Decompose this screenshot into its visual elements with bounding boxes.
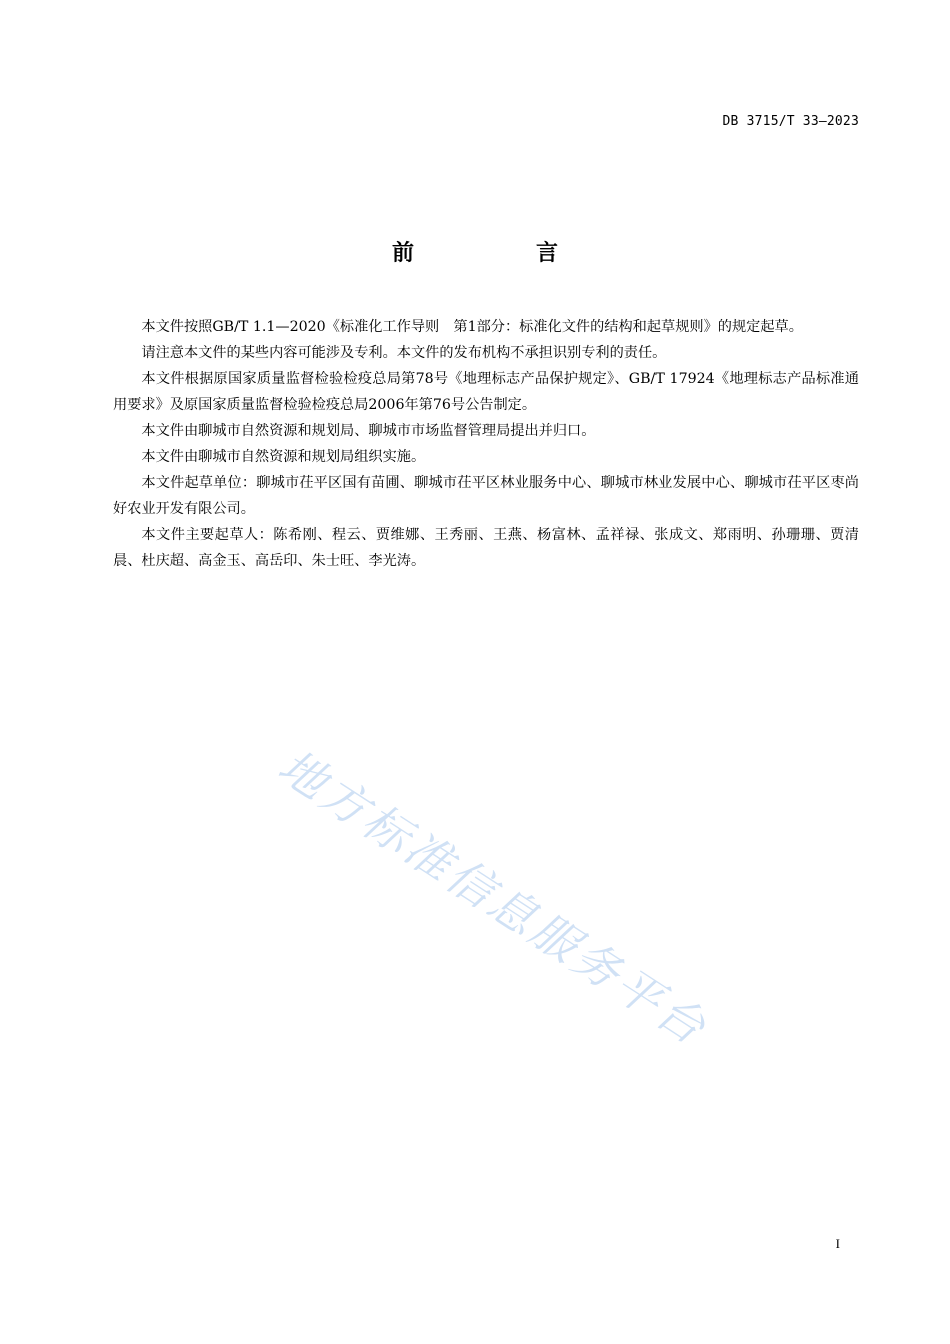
preface-body: [113, 314, 859, 574]
page-number: I: [835, 1236, 840, 1251]
paragraph-basis: 本文件根据原国家质量监督检验检疫总局第78号《地理标志产品保护规定》、GB/T 17924《地理标志产品标准通用要求》及原国家质量监督检验检疫总局2006年第76号公告制定。: [113, 371, 859, 413]
paragraph-implementer: 本文件由聊城市自然资源和规划局组织实施。: [141, 449, 426, 465]
document-code: DB 3715/T 33—2023: [722, 114, 859, 129]
page-title: 前 言: [391, 241, 608, 266]
paragraph-proposer: 本文件由聊城市自然资源和规划局、聊城市市场监督管理局提出并归口。: [141, 423, 596, 439]
paragraph-patent-notice: 请注意本文件的某些内容可能涉及专利。本文件的发布机构不承担识别专利的责任。: [141, 345, 667, 361]
paragraph-drafting-units: 本文件起草单位：聊城市茌平区国有苗圃、聊城市茌平区林业服务中心、聊城市林业发展中心、聊城市茌平区枣尚好农业开发有限公司。: [113, 475, 859, 517]
paragraph-drafters: 本文件主要起草人：陈希刚、程云、贾维娜、王秀丽、王燕、杨富林、孟祥禄、张成文、郑雨明、孙珊珊、贾清晨、杜庆超、高金玉、高岳印、朱士旺、李光涛。: [113, 527, 859, 569]
watermark: 地方标准信息服务平台: [268, 738, 718, 1057]
paragraph-drafting-rules: 本文件按照GB/T 1.1—2020《标准化工作导则 第1部分：标准化文件的结构和起草规则》的规定起草。: [141, 319, 803, 335]
